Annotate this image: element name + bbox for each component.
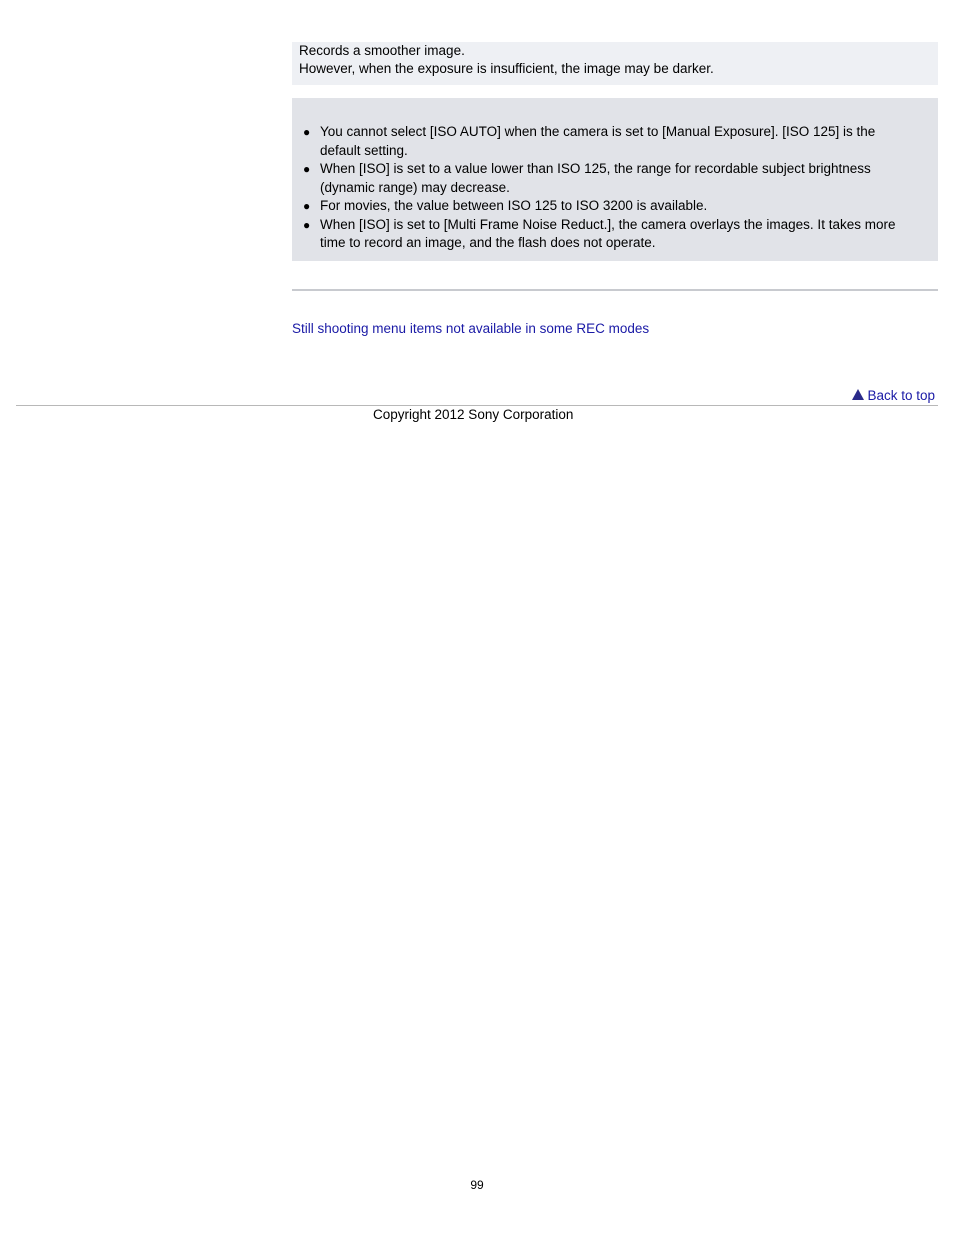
bullet-icon: ● [303,125,311,139]
up-arrow-icon [852,389,864,400]
description-line: Records a smoother image. [299,43,465,58]
page-number: 99 [470,1178,484,1192]
note-text: When [ISO] is set to a value lower than ISO 125, the range for recordable subject brightness (dynamic range) may decrease. [320,161,871,195]
bullet-icon: ● [303,217,311,232]
related-topic-link[interactable]: Still shooting menu items not available in some REC modes [292,321,650,336]
notes-list [292,123,938,253]
description-box [292,42,938,85]
note-item [292,197,938,216]
note-item [292,123,938,160]
note-item [292,160,938,197]
note-text: For movies, the value between ISO 125 to ISO 3200 is available. [320,198,708,213]
section-divider [292,289,938,291]
note-item [292,216,938,253]
bullet-icon: ● [303,199,311,213]
back-to-top-link[interactable] [852,387,935,404]
notes-box [292,98,938,261]
back-to-top-label: Back to top [867,388,935,403]
bullet-icon: ● [303,162,311,176]
note-text: You cannot select [ISO AUTO] when the camera is set to [Manual Exposure]. [ISO 125] is the default setting. [320,124,876,158]
note-text: When [ISO] is set to [Multi Frame Noise Reduct.], the camera overlays the images. It takes more time to record an image, and the flash does not operate. [320,216,896,250]
description-line: However, when the exposure is insufficient, the image may be darker. [299,61,714,76]
copyright-text: Copyright 2012 Sony Corporation [373,407,574,422]
